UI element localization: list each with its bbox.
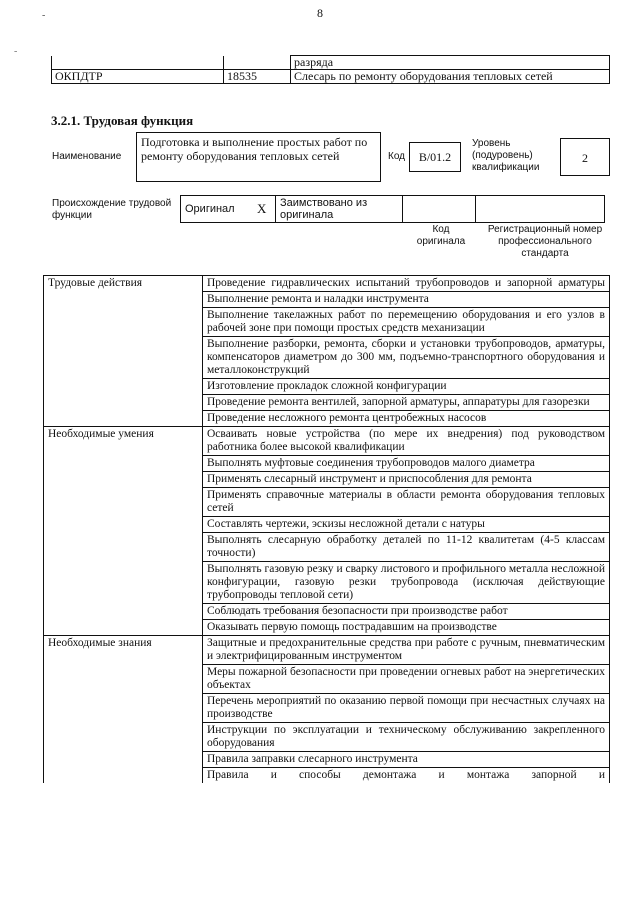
okpdtr-table	[51, 55, 610, 84]
list-item: Применять справочные материалы в области ремонта оборудования тепловых сетей	[203, 488, 610, 517]
page-number: 8	[317, 6, 323, 20]
table-cell: Слесарь по ремонту оборудования тепловых сетей	[291, 70, 610, 84]
table-row	[52, 56, 610, 70]
name-label: Наименование	[52, 151, 122, 162]
list-item: Изготовление прокладок сложной конфигурации	[203, 379, 610, 395]
list-item: Проведение ремонта вентилей, запорной арматуры, аппаратуры для газорезки	[203, 395, 610, 411]
list-item: Выполнение такелажных работ по перемещению оборудования и его узлов в рабочей зоне при помощи простых средств механизации	[203, 308, 610, 337]
list-item: Соблюдать требования безопасности при производстве работ	[203, 604, 610, 620]
origin-label: Происхождение трудовой функции	[52, 198, 172, 221]
table-row	[181, 196, 605, 223]
function-details-table	[43, 275, 610, 783]
function-code: B/01.2	[409, 142, 461, 172]
origin-table	[180, 195, 605, 223]
table-cell: разряда	[291, 56, 610, 70]
list-item: Проведение гидравлических испытаний трубопроводов и запорной арматуры	[203, 276, 610, 292]
original-label: Оригинал	[181, 196, 254, 223]
qualification-level: 2	[560, 138, 610, 176]
list-item: Выполнение ремонта и наладки инструмента	[203, 292, 610, 308]
table-row	[44, 427, 610, 456]
group-title-knowledge: Необходимые знания	[44, 636, 203, 784]
list-item: Защитные и предохранительные средства при работе с ручным, пневматическим и электрифицированным инструментом	[203, 636, 610, 665]
table-cell: ОКПДТР	[52, 70, 224, 84]
scan-mark: -	[14, 46, 18, 57]
table-row	[52, 70, 610, 84]
list-item: Выполнять газовую резку и сварку листового и профильного металла несложной конфигурации, газовую резки трубопровода (исключая действующие трубопроводы тепловой сети)	[203, 562, 610, 604]
reg-number-cell	[476, 196, 605, 223]
code-label: Код	[388, 151, 406, 162]
reg-caption: Регистрационный номер профессионального стандарта	[487, 224, 603, 259]
group-title-actions: Трудовые действия	[44, 276, 203, 427]
list-item: Инструкции по эксплуатации и техническому обслуживанию закрепленного оборудования	[203, 723, 610, 752]
list-item: Выполнение разборки, ремонта, сборки и установки трубопроводов, арматуры, компенсаторов диаметром до 300 мм, подъемно-транспортного оборудования и металлоконструкций	[203, 337, 610, 379]
list-item: Осваивать новые устройства (по мере их внедрения) под руководством работника более высокой квалификации	[203, 427, 610, 456]
borrowed-label: Заимствовано из оригинала	[276, 196, 403, 223]
code-caption: Код оригинала	[416, 224, 466, 247]
list-item: Проведение несложного ремонта центробежных насосов	[203, 411, 610, 427]
list-item: Правила заправки слесарного инструмента	[203, 752, 610, 768]
list-item: Выполнять муфтовые соединения трубопроводов малого диаметра	[203, 456, 610, 472]
list-item: Выполнять слесарную обработку деталей по 11-12 квалитетам (4-5 классам точности)	[203, 533, 610, 562]
original-mark: X	[253, 196, 276, 223]
level-label: Уровень (подуровень) квалификации	[472, 138, 540, 173]
table-row	[44, 636, 610, 665]
list-item: Перечень мероприятий по оказанию первой помощи при несчастных случаях на производстве	[203, 694, 610, 723]
group-title-skills: Необходимые умения	[44, 427, 203, 636]
function-name: Подготовка и выполнение простых работ по ремонту оборудования тепловых сетей	[136, 132, 381, 182]
section-title: 3.2.1. Трудовая функция	[51, 113, 194, 128]
scan-mark: -	[42, 10, 46, 21]
list-item: Составлять чертежи, эскизы несложной детали с натуры	[203, 517, 610, 533]
original-code-cell	[403, 196, 476, 223]
list-item: Правила и способы демонтажа и монтажа запорной и	[203, 768, 610, 784]
table-cell: 18535	[224, 70, 291, 84]
table-row	[44, 276, 610, 292]
list-item: Применять слесарный инструмент и приспособления для ремонта	[203, 472, 610, 488]
list-item: Оказывать первую помощь пострадавшим на производстве	[203, 620, 610, 636]
list-item: Меры пожарной безопасности при проведении огневых работ на энергетических объектах	[203, 665, 610, 694]
